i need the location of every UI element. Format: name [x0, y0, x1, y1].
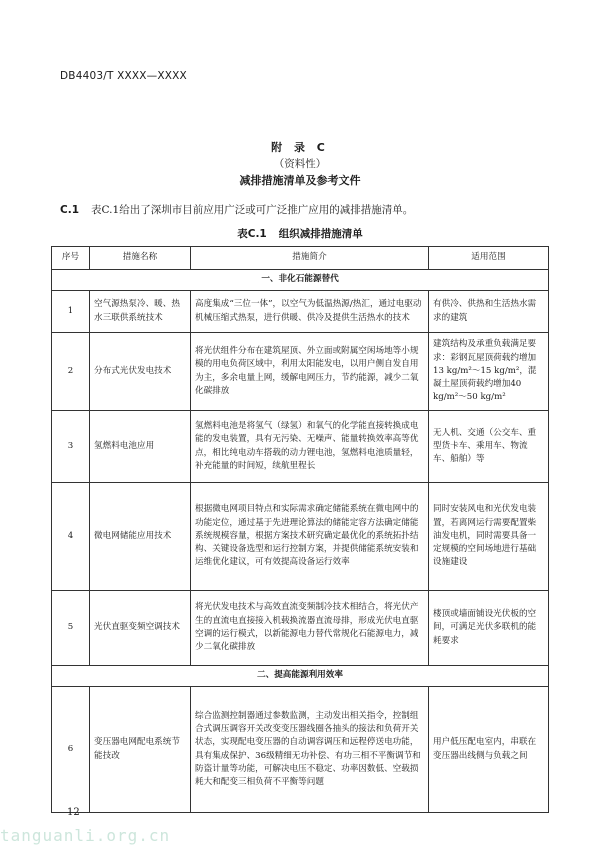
- measure-name: 微电网储能应用技术: [90, 483, 191, 591]
- intro-text: 表C.1给出了深圳市目前应用广泛或可广泛推广应用的减排措施清单。: [91, 204, 414, 216]
- intro-paragraph: [60, 202, 413, 217]
- measure-name: 变压器电网配电系统节能技改: [90, 687, 191, 813]
- table-caption-title: 组织减排措施清单: [278, 228, 363, 240]
- table-row: [52, 333, 549, 411]
- measure-description: 氢燃料电池是将氢气（绿氢）和氧气的化学能直接转换成电能的发电装置，具有无污染、无噪声、能量转换效率高等优点，相比纯电动车搭载的动力锂电池，氢燃料电池质量轻，补充能量的时间短，续航里程长: [191, 411, 429, 483]
- row-number: 6: [52, 687, 90, 813]
- row-number: 1: [52, 291, 90, 333]
- measure-description: 根据微电网项目特点和实际需求确定储能系统在微电网中的功能定位，通过基于先进理论算法的储能定容方法确定储能系统规模容量，根据方案技术研究确定最优化的系统拓扑结构、关键设备选型和运行控制方案，并提供储能系统安装和运维优化建议，可有效提高设备运行效率: [191, 483, 429, 591]
- appendix-heading: 减排措施清单及参考文件: [239, 174, 361, 187]
- appendix-title: 附 录 C: [271, 141, 329, 154]
- table-row: [52, 687, 549, 813]
- measure-name: 光伏直驱变频空调技术: [90, 591, 191, 666]
- measure-scope: 同时安装风电和光伏发电装置，若离网运行需要配置柴油发电机，同时需要具备一定规模的空间场地进行基础设施建设: [429, 483, 549, 591]
- document-code: DB4403/T XXXX—XXXX: [60, 70, 187, 82]
- table-row: [52, 411, 549, 483]
- table-caption: [0, 226, 600, 241]
- measure-description: 高度集成“三位一体”，以空气为低温热源/热汇，通过电驱动机械压缩式热泵，进行供暖、供冷及提供生活热水的技术: [191, 291, 429, 333]
- table-row: [52, 483, 549, 591]
- table-caption-number: 表C.1: [237, 228, 267, 240]
- measures-table: [51, 246, 549, 813]
- header-scope: 适用范围: [429, 247, 549, 270]
- table-header-row: [52, 247, 549, 270]
- section-row: [52, 270, 549, 291]
- header-no: 序号: [52, 247, 90, 270]
- appendix-subtitle: （资料性）: [273, 158, 327, 170]
- clause-number: C.1: [60, 204, 80, 216]
- row-number: 4: [52, 483, 90, 591]
- measure-scope: 楼顶或墙面铺设光伏板的空间，可满足光伏多联机的能耗要求: [429, 591, 549, 666]
- section-row: [52, 666, 549, 687]
- header-name: 措施名称: [90, 247, 191, 270]
- measure-name: 空气源热泵冷、暖、热水三联供系统技术: [90, 291, 191, 333]
- row-number: 3: [52, 411, 90, 483]
- measure-description: 将光伏组件分布在建筑屋顶、外立面或附属空闲场地等小规模的用电负荷区域中，利用太阳能发电，以用户侧自发自用为主，多余电量上网，缓解电网压力，节约能源，减少二氧化碳排放: [191, 333, 429, 411]
- row-number: 5: [52, 591, 90, 666]
- table-row: [52, 591, 549, 666]
- measure-scope: 建筑结构及承重负载满足要求：彩钢瓦屋顶荷载约增加13 kg/m²～15 kg/m²，混凝土屋顶荷载约增加40 kg/m²～50 kg/m²: [429, 333, 549, 411]
- measure-description: 将光伏发电技术与高效直流变频制冷技术相结合，将光伏产生的直流电直接接入机载换流器直流母排，形成光伏电直驱空调的运行模式，以新能源电力替代常规化石能源电力，减少二氧化碳排放: [191, 591, 429, 666]
- measure-name: 分布式光伏发电技术: [90, 333, 191, 411]
- measure-description: 综合监测控制器通过参数监测，主动发出相关指令，控制组合式调压调容开关改变变压器线圈各抽头的接法和负荷开关状态，实现配电变压器的自动调容调压和远程停送电功能，具有集成保护、36级精细无功补偿、有功三相不平衡调节和防盗计量等功能，可解决电压不稳定、功率因数低、空载损耗大和配变三相负荷不平衡等问题: [191, 687, 429, 813]
- measure-scope: 用户低压配电室内，串联在变压器出线侧与负载之间: [429, 687, 549, 813]
- measure-name: 氢燃料电池应用: [90, 411, 191, 483]
- watermark: tanguanli.org.cn: [0, 826, 171, 845]
- table-row: [52, 291, 549, 333]
- measure-scope: 无人机、交通（公交车、重型货卡车、乘用车、物流车、船舶）等: [429, 411, 549, 483]
- measure-scope: 有供冷、供热和生活热水需求的建筑: [429, 291, 549, 333]
- header-desc: 措施简介: [191, 247, 429, 270]
- row-number: 2: [52, 333, 90, 411]
- section-title: 一、非化石能源替代: [52, 270, 549, 291]
- section-title: 二、提高能源利用效率: [52, 666, 549, 687]
- page-number: 12: [67, 807, 80, 818]
